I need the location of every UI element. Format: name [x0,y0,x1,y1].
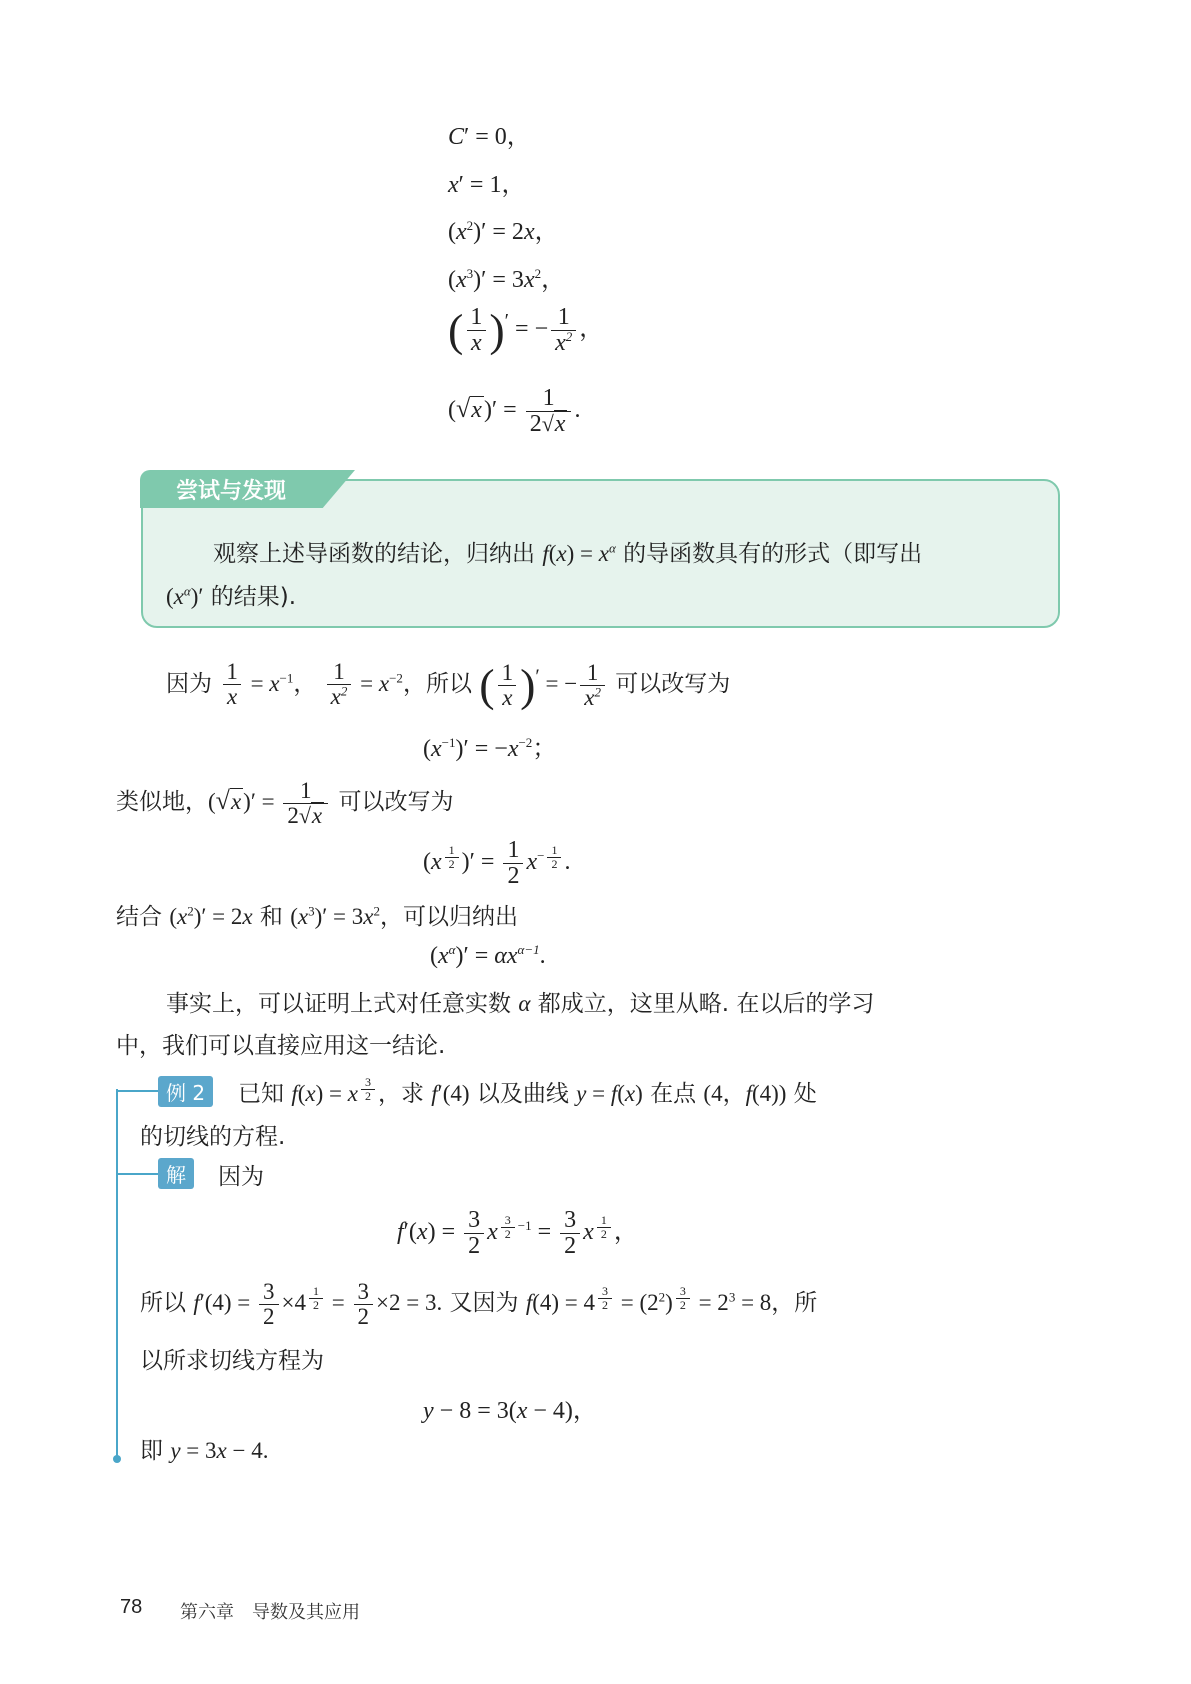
example-badge: 例 2 [158,1076,213,1107]
example-line3: 所以 f′(4) = $\frac{3}{2}$ ×4 $^{\frac{1}{2}}$ = $\frac{3}{2}$ ×2 = 3. 又因为 f(4) = 4 $^{\frac{3}{2}}$ = $(2^2)$ $^{\frac{3}{2}}$ = $2^3 = 8$，所 [140,1279,818,1330]
example-connector [116,1090,158,1092]
paragraph-4-line1: 事实上，可以证明上式对任意实数 α 都成立，这里从略. 在以后的学习 [166,991,875,1017]
solution-connector [116,1173,158,1175]
formula-x-prime: x′ = 1， [448,172,526,198]
page-number: 78 [120,1596,143,1618]
example-line1: 已知 f(x) = x $^{\frac{3}{2}}$ ，求 f′(4) 以及曲线 y = f(x) 在点 (4，f(4)) 处 [238,1075,817,1107]
example-final: 即 y = 3x − 4. [140,1438,269,1464]
solution-badge: 解 [158,1158,194,1189]
paragraph-2: 类似地，(√x)′ = $\frac{1}{2√x}$ 可以改写为 [116,778,454,829]
paragraph-4-line2: 中，我们可以直接应用这一结论. [116,1033,446,1059]
equation-1: $(x^{-1})' = -x^{-2}$； [423,735,557,762]
tangent-equation: y − 8 = 3(x − 4)， [423,1398,597,1424]
try-discover-line1: 观察上述导函数的结论，归纳出 $f(x) = x^\alpha$ 的导函数具有的形式（即写出 [213,540,923,567]
formula-sqrt: (√x)′ = $\frac{1}{2√x}$ . [448,385,581,438]
example-bracket [116,1089,118,1459]
example-bracket-end [113,1455,121,1463]
formula-c-prime: C′ = 0， [448,124,531,150]
derivative-equation: f′(x) = $\frac{3}{2}$ x $^{\frac{3}{2} -1}$ = $\frac{3}{2}$ x $^{\frac{1}{2}}$ ， [397,1207,638,1260]
equation-2: (x $^{\frac{1}{2}}$ )′ = $\frac{1}{2}$ $x^{- \frac{1}{2}}$ . [423,837,571,890]
formula-reciprocal: ( $\frac{1}{x}$ )′ = − $\frac{1}{x^2}$ ， [448,304,604,357]
formula-x2-prime: $(x^2)' = 2x$， [448,218,559,245]
formula-x3-prime: $(x^3)' = 3x^2$， [448,266,566,293]
solution-intro: 因为 [218,1164,264,1190]
paragraph-3: 结合 $(x^2)' = 2x$ 和 $(x^3)' = 3x^2$，可以归纳出 [116,903,518,930]
equation-3: $(x^\alpha)' = \alpha x^{\alpha-1}$. [430,942,546,969]
try-discover-title: 尝试与发现 [176,479,287,504]
chapter-title: 第六章 导数及其应用 [180,1602,360,1623]
example-line4: 以所求切线方程为 [140,1348,324,1374]
example-line2: 的切线的方程. [140,1124,286,1150]
paragraph-1: 因为 $\frac{1}{x}$ = $x^{-1}$， $\frac{1}{x^2}$ = $x^{-2}$，所以 ( $\frac{1}{x}$ )′ = − $\frac{1}{x^2}$ 可以改写为 [166,659,731,711]
try-discover-line2: $(x^\alpha)'$ 的结果). [166,583,297,610]
